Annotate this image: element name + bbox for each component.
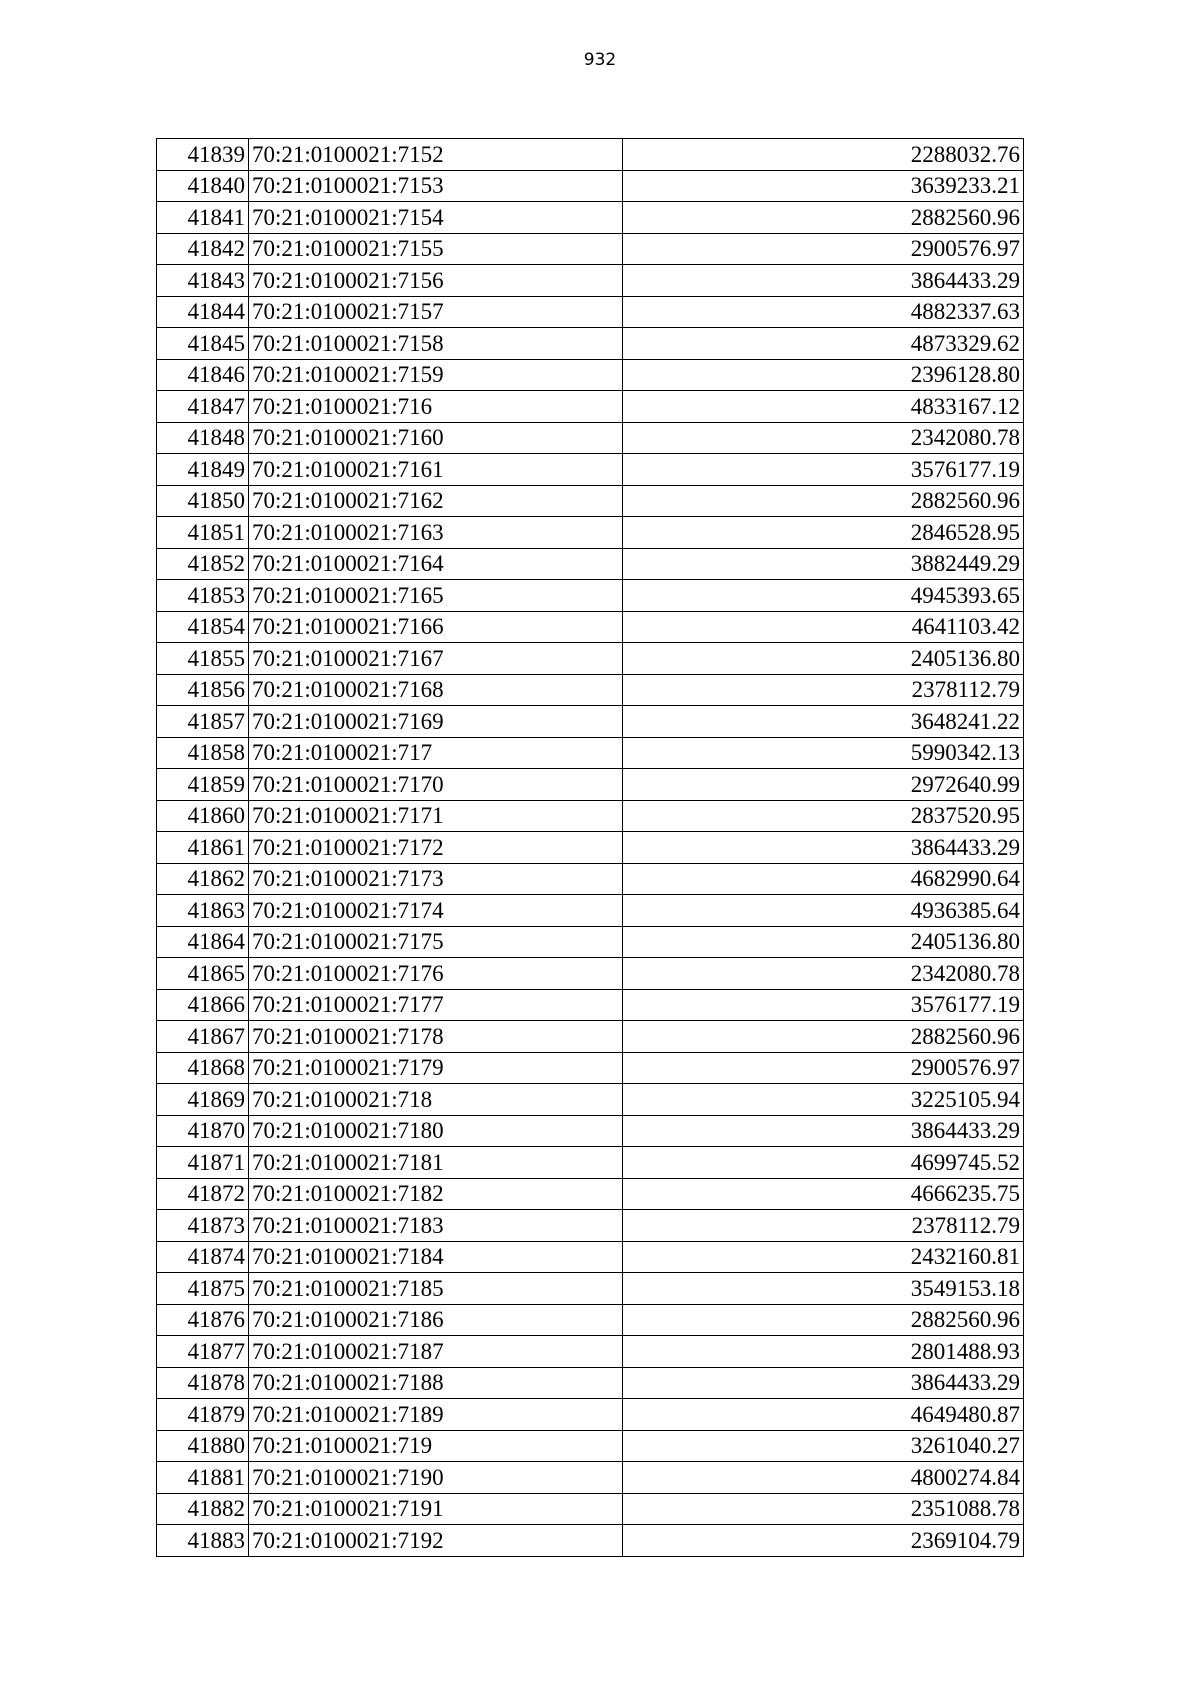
cadastral-value-cell: 3864433.29 xyxy=(622,1367,1023,1399)
table-row xyxy=(157,1399,1024,1431)
table-row xyxy=(157,1210,1024,1242)
cadastral-number-cell: 70:21:0100021:7183 xyxy=(248,1210,622,1242)
cadastral-number-cell: 70:21:0100021:7170 xyxy=(248,769,622,801)
table-row xyxy=(157,1493,1024,1525)
cadastral-value-cell: 2342080.78 xyxy=(622,422,1023,454)
cadastral-number-cell: 70:21:0100021:7161 xyxy=(248,454,622,486)
cadastral-value-cell: 2432160.81 xyxy=(622,1241,1023,1273)
row-number-cell: 41873 xyxy=(157,1210,249,1242)
cadastral-number-cell: 70:21:0100021:7159 xyxy=(248,359,622,391)
row-number-cell: 41857 xyxy=(157,706,249,738)
row-number-cell: 41852 xyxy=(157,548,249,580)
table-row xyxy=(157,454,1024,486)
cadastral-number-cell: 70:21:0100021:7181 xyxy=(248,1147,622,1179)
cadastral-value-cell: 4641103.42 xyxy=(622,611,1023,643)
cadastral-number-cell: 70:21:0100021:7167 xyxy=(248,643,622,675)
table-row xyxy=(157,674,1024,706)
row-number-cell: 41844 xyxy=(157,296,249,328)
cadastral-value-cell: 3864433.29 xyxy=(622,832,1023,864)
cadastral-value-cell: 4936385.64 xyxy=(622,895,1023,927)
cadastral-value-cell: 2900576.97 xyxy=(622,1052,1023,1084)
cadastral-value-cell: 4873329.62 xyxy=(622,328,1023,360)
table-row xyxy=(157,863,1024,895)
cadastral-number-cell: 70:21:0100021:7174 xyxy=(248,895,622,927)
row-number-cell: 41843 xyxy=(157,265,249,297)
cadastral-value-cell: 3576177.19 xyxy=(622,454,1023,486)
cadastral-value-cell: 2351088.78 xyxy=(622,1493,1023,1525)
row-number-cell: 41861 xyxy=(157,832,249,864)
cadastral-value-cell: 3882449.29 xyxy=(622,548,1023,580)
table-row xyxy=(157,1084,1024,1116)
row-number-cell: 41856 xyxy=(157,674,249,706)
row-number-cell: 41850 xyxy=(157,485,249,517)
table-body xyxy=(157,139,1024,1557)
cadastral-number-cell: 70:21:0100021:7175 xyxy=(248,926,622,958)
cadastral-number-cell: 70:21:0100021:7185 xyxy=(248,1273,622,1305)
row-number-cell: 41881 xyxy=(157,1462,249,1494)
table-row xyxy=(157,989,1024,1021)
cadastral-value-cell: 3864433.29 xyxy=(622,1115,1023,1147)
cadastral-value-cell: 2882560.96 xyxy=(622,202,1023,234)
table-row xyxy=(157,328,1024,360)
table-row xyxy=(157,485,1024,517)
row-number-cell: 41878 xyxy=(157,1367,249,1399)
cadastral-value-cell: 2837520.95 xyxy=(622,800,1023,832)
cadastral-value-cell: 3639233.21 xyxy=(622,170,1023,202)
cadastral-number-cell: 70:21:0100021:716 xyxy=(248,391,622,423)
cadastral-value-cell: 2369104.79 xyxy=(622,1525,1023,1557)
row-number-cell: 41870 xyxy=(157,1115,249,1147)
cadastral-number-cell: 70:21:0100021:718 xyxy=(248,1084,622,1116)
cadastral-value-cell: 2882560.96 xyxy=(622,485,1023,517)
row-number-cell: 41879 xyxy=(157,1399,249,1431)
table-row xyxy=(157,769,1024,801)
cadastral-value-cell: 2801488.93 xyxy=(622,1336,1023,1368)
cadastral-number-cell: 70:21:0100021:717 xyxy=(248,737,622,769)
cadastral-number-cell: 70:21:0100021:7168 xyxy=(248,674,622,706)
row-number-cell: 41880 xyxy=(157,1430,249,1462)
cadastral-value-cell: 4882337.63 xyxy=(622,296,1023,328)
cadastral-value-cell: 4682990.64 xyxy=(622,863,1023,895)
cadastral-number-cell: 70:21:0100021:7169 xyxy=(248,706,622,738)
cadastral-value-cell: 3576177.19 xyxy=(622,989,1023,1021)
cadastral-number-cell: 70:21:0100021:7179 xyxy=(248,1052,622,1084)
row-number-cell: 41848 xyxy=(157,422,249,454)
cadastral-number-cell: 70:21:0100021:7190 xyxy=(248,1462,622,1494)
cadastral-number-cell: 70:21:0100021:719 xyxy=(248,1430,622,1462)
cadastral-value-cell: 2288032.76 xyxy=(622,139,1023,171)
table-row xyxy=(157,1273,1024,1305)
cadastral-value-cell: 4666235.75 xyxy=(622,1178,1023,1210)
cadastral-number-cell: 70:21:0100021:7158 xyxy=(248,328,622,360)
cadastral-value-cell: 2900576.97 xyxy=(622,233,1023,265)
row-number-cell: 41845 xyxy=(157,328,249,360)
table-row xyxy=(157,1462,1024,1494)
cadastral-value-cell: 2378112.79 xyxy=(622,1210,1023,1242)
cadastral-number-cell: 70:21:0100021:7189 xyxy=(248,1399,622,1431)
table-row xyxy=(157,359,1024,391)
cadastral-value-cell: 2846528.95 xyxy=(622,517,1023,549)
cadastral-value-cell: 4649480.87 xyxy=(622,1399,1023,1431)
cadastral-number-cell: 70:21:0100021:7186 xyxy=(248,1304,622,1336)
cadastral-number-cell: 70:21:0100021:7160 xyxy=(248,422,622,454)
table-row xyxy=(157,233,1024,265)
cadastral-number-cell: 70:21:0100021:7157 xyxy=(248,296,622,328)
row-number-cell: 41882 xyxy=(157,1493,249,1525)
table-row xyxy=(157,1241,1024,1273)
table-row xyxy=(157,1115,1024,1147)
cadastral-value-cell: 3864433.29 xyxy=(622,265,1023,297)
table-row xyxy=(157,1147,1024,1179)
row-number-cell: 41851 xyxy=(157,517,249,549)
cadastral-value-cell: 2405136.80 xyxy=(622,926,1023,958)
table-row xyxy=(157,580,1024,612)
row-number-cell: 41854 xyxy=(157,611,249,643)
row-number-cell: 41862 xyxy=(157,863,249,895)
row-number-cell: 41883 xyxy=(157,1525,249,1557)
table-row xyxy=(157,170,1024,202)
table-row xyxy=(157,800,1024,832)
cadastral-number-cell: 70:21:0100021:7155 xyxy=(248,233,622,265)
cadastral-value-cell: 4833167.12 xyxy=(622,391,1023,423)
table-row xyxy=(157,926,1024,958)
cadastral-number-cell: 70:21:0100021:7154 xyxy=(248,202,622,234)
cadastral-number-cell: 70:21:0100021:7162 xyxy=(248,485,622,517)
row-number-cell: 41875 xyxy=(157,1273,249,1305)
table-row xyxy=(157,1178,1024,1210)
cadastral-value-cell: 2882560.96 xyxy=(622,1304,1023,1336)
cadastral-number-cell: 70:21:0100021:7184 xyxy=(248,1241,622,1273)
cadastral-value-cell: 2396128.80 xyxy=(622,359,1023,391)
table-row xyxy=(157,1367,1024,1399)
cadastral-value-cell: 2972640.99 xyxy=(622,769,1023,801)
row-number-cell: 41877 xyxy=(157,1336,249,1368)
cadastral-number-cell: 70:21:0100021:7153 xyxy=(248,170,622,202)
cadastral-value-cell: 3225105.94 xyxy=(622,1084,1023,1116)
cadastral-value-cell: 2378112.79 xyxy=(622,674,1023,706)
cadastral-number-cell: 70:21:0100021:7191 xyxy=(248,1493,622,1525)
cadastral-value-cell: 4699745.52 xyxy=(622,1147,1023,1179)
row-number-cell: 41872 xyxy=(157,1178,249,1210)
table-row xyxy=(157,517,1024,549)
cadastral-number-cell: 70:21:0100021:7176 xyxy=(248,958,622,990)
row-number-cell: 41846 xyxy=(157,359,249,391)
table-row xyxy=(157,737,1024,769)
row-number-cell: 41840 xyxy=(157,170,249,202)
table-row xyxy=(157,895,1024,927)
cadastral-number-cell: 70:21:0100021:7180 xyxy=(248,1115,622,1147)
cadastral-value-cell: 2882560.96 xyxy=(622,1021,1023,1053)
row-number-cell: 41859 xyxy=(157,769,249,801)
cadastral-value-cell: 2342080.78 xyxy=(622,958,1023,990)
cadastral-number-cell: 70:21:0100021:7187 xyxy=(248,1336,622,1368)
table-row xyxy=(157,832,1024,864)
table-row xyxy=(157,1336,1024,1368)
cadastral-number-cell: 70:21:0100021:7177 xyxy=(248,989,622,1021)
table-row xyxy=(157,1430,1024,1462)
cadastral-value-cell: 5990342.13 xyxy=(622,737,1023,769)
table-row xyxy=(157,643,1024,675)
row-number-cell: 41849 xyxy=(157,454,249,486)
row-number-cell: 41858 xyxy=(157,737,249,769)
row-number-cell: 41842 xyxy=(157,233,249,265)
table-row xyxy=(157,548,1024,580)
row-number-cell: 41876 xyxy=(157,1304,249,1336)
row-number-cell: 41847 xyxy=(157,391,249,423)
row-number-cell: 41841 xyxy=(157,202,249,234)
cadastral-value-cell: 4800274.84 xyxy=(622,1462,1023,1494)
cadastral-number-cell: 70:21:0100021:7173 xyxy=(248,863,622,895)
row-number-cell: 41868 xyxy=(157,1052,249,1084)
cadastral-number-cell: 70:21:0100021:7166 xyxy=(248,611,622,643)
cadastral-value-cell: 3648241.22 xyxy=(622,706,1023,738)
row-number-cell: 41860 xyxy=(157,800,249,832)
table-row xyxy=(157,296,1024,328)
cadastral-number-cell: 70:21:0100021:7188 xyxy=(248,1367,622,1399)
page-number: 932 xyxy=(583,50,617,70)
cadastral-value-cell: 4945393.65 xyxy=(622,580,1023,612)
row-number-cell: 41865 xyxy=(157,958,249,990)
cadastral-number-cell: 70:21:0100021:7182 xyxy=(248,1178,622,1210)
row-number-cell: 41869 xyxy=(157,1084,249,1116)
row-number-cell: 41855 xyxy=(157,643,249,675)
cadastral-number-cell: 70:21:0100021:7192 xyxy=(248,1525,622,1557)
row-number-cell: 41867 xyxy=(157,1021,249,1053)
cadastral-number-cell: 70:21:0100021:7172 xyxy=(248,832,622,864)
row-number-cell: 41853 xyxy=(157,580,249,612)
cadastral-number-cell: 70:21:0100021:7163 xyxy=(248,517,622,549)
row-number-cell: 41864 xyxy=(157,926,249,958)
table-row xyxy=(157,139,1024,171)
cadastral-number-cell: 70:21:0100021:7156 xyxy=(248,265,622,297)
row-number-cell: 41871 xyxy=(157,1147,249,1179)
row-number-cell: 41866 xyxy=(157,989,249,1021)
row-number-cell: 41839 xyxy=(157,139,249,171)
table-row xyxy=(157,958,1024,990)
table-row xyxy=(157,391,1024,423)
cadastral-number-cell: 70:21:0100021:7178 xyxy=(248,1021,622,1053)
table-row xyxy=(157,422,1024,454)
table-row xyxy=(157,1052,1024,1084)
row-number-cell: 41863 xyxy=(157,895,249,927)
cadastral-number-cell: 70:21:0100021:7171 xyxy=(248,800,622,832)
table-row xyxy=(157,1304,1024,1336)
table-row xyxy=(157,1525,1024,1557)
table-row xyxy=(157,1021,1024,1053)
cadastral-value-cell: 2405136.80 xyxy=(622,643,1023,675)
table-row xyxy=(157,265,1024,297)
cadastral-number-cell: 70:21:0100021:7152 xyxy=(248,139,622,171)
table-row xyxy=(157,202,1024,234)
table-row xyxy=(157,611,1024,643)
table-row xyxy=(157,706,1024,738)
cadastral-value-cell: 3549153.18 xyxy=(622,1273,1023,1305)
cadastral-number-cell: 70:21:0100021:7164 xyxy=(248,548,622,580)
row-number-cell: 41874 xyxy=(157,1241,249,1273)
cadastral-value-table xyxy=(156,138,1024,1557)
cadastral-number-cell: 70:21:0100021:7165 xyxy=(248,580,622,612)
cadastral-value-cell: 3261040.27 xyxy=(622,1430,1023,1462)
